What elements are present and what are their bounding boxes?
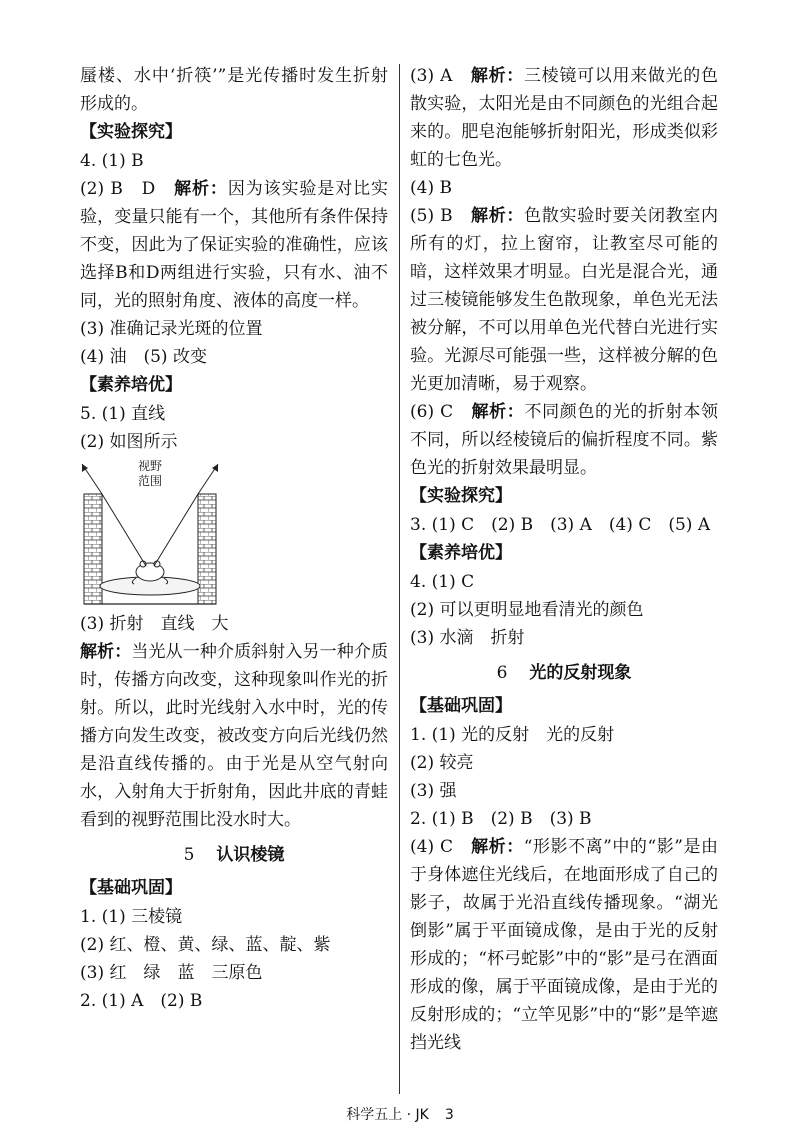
answer-4-1: 4. (1) C xyxy=(410,572,475,592)
analysis-label: 解析： xyxy=(470,66,524,86)
answer-4-2: (2) 可以更明显地看清光的颜色 xyxy=(410,600,644,620)
section-heading-basic: 【基础巩固】 xyxy=(80,878,182,898)
answer-2-5 xyxy=(410,202,718,398)
c5-answer-1-1: 1. (1) 三棱镜 xyxy=(80,907,183,927)
answer-5-1: 5. (1) 直线 xyxy=(80,404,166,424)
left-column xyxy=(80,62,388,1015)
answer-2-6 xyxy=(410,398,718,482)
figure-label-2: 范围 xyxy=(137,474,163,488)
answer-3-row: 3. (1) C (2) B (3) A (4) C (5) A xyxy=(410,515,711,535)
c6-answer-1-1: 1. (1) 光的反射 光的反射 xyxy=(410,725,615,745)
c6-answer-2-4 xyxy=(410,833,718,1057)
page-number: 3 xyxy=(444,1107,454,1123)
c5-answer-2: 2. (1) A (2) B xyxy=(80,991,203,1011)
section-heading-experiment: 【实验探究】 xyxy=(80,122,182,142)
well-wall-left xyxy=(84,494,102,604)
answer-choice: (4) C xyxy=(410,837,472,857)
analysis-text: 三棱镜可以用来做光的色散实验，太阳光是由不同颜色的光组合起来的。肥皂泡能够折射阳光，形成类似彩虹的七色光。 xyxy=(410,66,719,170)
answer-4-1: 4. (1) B xyxy=(80,151,144,171)
answer-4-2 xyxy=(80,175,388,315)
analysis-label: 解析： xyxy=(471,402,525,422)
answer-2-4: (4) B xyxy=(410,178,452,198)
analysis-text: 不同颜色的光的折射本领不同，所以经棱镜后的偏折程度不同。紫色光的折射效果最明显。 xyxy=(410,402,718,478)
chapter-name: 光的反射现象 xyxy=(529,663,632,683)
analysis-label: 解析： xyxy=(80,642,132,662)
chapter-number: 6 xyxy=(496,663,508,683)
chapter-6-title xyxy=(410,658,718,688)
c6-answer-1-3: (3) 强 xyxy=(410,781,457,801)
footer-subject: 科学五上 · JK xyxy=(346,1107,429,1123)
analysis-label: 解析： xyxy=(471,837,524,857)
analysis-text: “形影不离”中的“影”是由于身体遮住光线后，在地面形成了自己的影子，故属于光沿直线传播现象。“湖光倒影”属于平面镜成像，是由于光的反射形成的；“杯弓蛇影”中的“影”是弓在酒面形成的像，属于平面镜成像，是由于光的反射形成的；“立竿见影”中的“影”是竿遮挡光线 xyxy=(410,837,719,1053)
section-heading-experiment: 【实验探究】 xyxy=(410,486,512,506)
section-heading-quality: 【素养培优】 xyxy=(80,375,182,395)
answer-choice: (6) C xyxy=(410,402,472,422)
section-heading-basic: 【基础巩固】 xyxy=(410,696,512,716)
analysis-label: 解析： xyxy=(471,206,525,226)
chapter-5-title xyxy=(80,840,388,870)
chapter-name: 认识棱镜 xyxy=(216,845,285,865)
view-ray-left xyxy=(102,494,146,566)
chapter-number: 5 xyxy=(183,845,195,865)
analysis-text: 因为该实验是对比实验，变量只能有一个，其他所有条件保持不变，因此为了保证实验的准确性，应该选择B和D两组进行实验，只有水、油不同，光的照射角度、液体的高度一样。 xyxy=(80,179,389,311)
figure-label-1: 视野 xyxy=(137,459,163,473)
answer-4-4-5: (4) 油 (5) 改变 xyxy=(80,347,207,367)
analysis-text: 色散实验时要关闭教室内所有的灯，拉上窗帘，让教室尽可能的暗，这样效果才明显。白光是混合光，通过三棱镜能够发生色散现象，单色光无法被分解，不可以用单色光代替白光进行实验。光源尽可能强一些，这样被分解的色光更加清晰，易于观察。 xyxy=(410,206,719,394)
answer-2-3 xyxy=(410,62,718,174)
c6-answer-2: 2. (1) B (2) B (3) B xyxy=(410,809,592,829)
well-wall-right xyxy=(198,494,216,604)
c5-answer-1-2: (2) 红、橙、黄、绿、蓝、靛、紫 xyxy=(80,935,331,955)
analysis-label: 解析： xyxy=(174,179,228,199)
intro-text: 蜃楼、水中‘折筷’”是光传播时发生折射形成的。 xyxy=(80,66,388,114)
section-heading-quality: 【素养培优】 xyxy=(410,543,512,563)
view-ray-right xyxy=(154,494,198,566)
answer-4-3: (3) 水滴 折射 xyxy=(410,628,525,648)
c5-answer-1-3: (3) 红 绿 蓝 三原色 xyxy=(80,963,263,983)
column-divider xyxy=(399,64,400,1094)
well-frog-diagram xyxy=(80,456,388,606)
analysis-paragraph xyxy=(80,638,388,834)
answer-4-2-choice: (2) B D xyxy=(80,179,175,199)
c6-answer-1-2: (2) 较亮 xyxy=(410,753,474,773)
answer-choice: (5) B xyxy=(410,206,472,226)
answer-4-3: (3) 准确记录光斑的位置 xyxy=(80,319,263,339)
answer-5-2: (2) 如图所示 xyxy=(80,432,178,452)
answer-choice: (3) A xyxy=(410,66,471,86)
right-column xyxy=(410,62,718,1057)
answer-5-3: (3) 折射 直线 大 xyxy=(80,614,229,634)
page-footer xyxy=(0,1104,800,1124)
analysis-text: 当光从一种介质斜射入另一种介质时，传播方向改变，这种现象叫作光的折射。所以，此时光线射入水中时，光的传播方向发生改变，被改变方向后光线仍然是沿直线传播的。由于光是从空气射向水，入射角大于折射角，因此井底的青蛙看到的视野范围比没水时大。 xyxy=(80,642,389,830)
